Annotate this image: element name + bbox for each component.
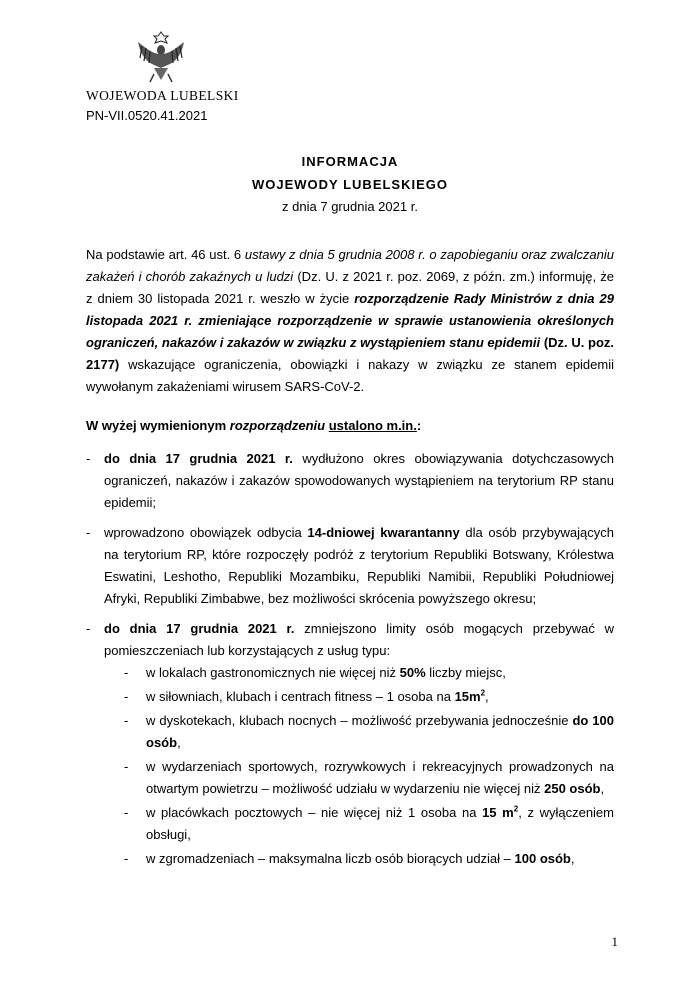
- text-run: w zgromadzeniach – maksymalna liczb osób biorących udział –: [146, 851, 515, 866]
- text-run: ustalono m.in.: [328, 418, 417, 433]
- document-date: z dnia 7 grudnia 2021 r.: [282, 199, 418, 214]
- dash-bullet-icon: -: [124, 665, 129, 680]
- body-paragraph: [86, 244, 614, 398]
- text-run: ,: [485, 689, 489, 704]
- text-run: 2: [513, 804, 519, 814]
- text-run: 100 osób: [514, 851, 571, 866]
- sub-list-item-text: [146, 848, 614, 870]
- sub-list-item-text: [146, 710, 614, 754]
- text-run: 250 osób: [544, 781, 601, 796]
- dash-bullet-icon: -: [124, 851, 129, 866]
- dash-bullet-icon: -: [86, 451, 91, 466]
- text-run: (Dz. U. poz. 2177): [86, 335, 614, 372]
- dash-bullet-icon: -: [86, 621, 91, 636]
- dash-bullet-icon: -: [124, 759, 129, 774]
- text-run: wskazujące ograniczenia, obowiązki i nakazy w związku ze stanem epidemii wywołanym zakażeniami wirusem SARS-CoV-2.: [86, 357, 614, 394]
- text-run: w wydarzeniach sportowych, rozrywkowych i rekreacyjnych prowadzonych na otwartym powietrzu – możliwość udziału w wydarzeniu nie więcej niż: [146, 759, 614, 796]
- office-name: WOJEWODA LUBELSKI: [86, 88, 239, 103]
- text-run: w placówkach pocztowych – nie więcej niż 1 osoba na: [146, 805, 483, 820]
- text-run: ustawy z dnia 5 grudnia 2008 r. o zapobieganiu oraz zwalczaniu zakażeń i chorób zakaźnych u ludzi: [86, 247, 614, 284]
- sub-list-item-text: [146, 662, 614, 684]
- text-run: ,: [600, 781, 605, 796]
- text-run: 14-dniowej kwarantanny: [307, 525, 460, 540]
- text-run: ,: [177, 735, 181, 750]
- text-run: liczby miejsc,: [425, 665, 506, 680]
- dash-bullet-icon: -: [124, 805, 129, 820]
- text-run: do dnia 17 grudnia 2021 r.: [104, 621, 295, 636]
- dash-bullet-icon: -: [124, 689, 129, 704]
- text-run: do dnia 17 grudnia 2021 r.: [104, 451, 293, 466]
- polish-eagle-emblem-icon: [130, 28, 192, 86]
- sub-list-item-text: [146, 686, 614, 708]
- text-run: 15 m: [482, 805, 514, 820]
- text-run: 15m: [454, 689, 481, 704]
- text-run: do 100 osób: [146, 713, 614, 750]
- text-run: zmniejszono limity osób mogących przebywać w pomieszczeniach lub korzystających z usług typu:: [104, 621, 614, 658]
- text-run: W wyżej wymienionym: [86, 418, 230, 433]
- text-run: (Dz. U. z 2021 r. poz. 2069, z późn. zm.) informuję, że z dniem 30 listopada 2021 r. weszło w życie: [86, 269, 614, 306]
- text-run: wydłużono okres obowiązywania dotychczasowych ograniczeń, nakazów i zakazów spowodowanych wystąpieniem na terytorium RP stanu epidemii;: [104, 451, 614, 510]
- text-run: rozporządzenie Rady Ministrów z dnia 29 listopada 2021 r. zmieniające rozporządzenie w sprawie ustanowienia określonych ograniczeń, nakazów i zakazów w związku z wystąpieniem stanu epidemii: [86, 291, 614, 350]
- list-item-text: [104, 522, 614, 610]
- text-run: w lokalach gastronomicznych nie więcej niż: [146, 665, 400, 680]
- page-number: 1: [611, 934, 618, 949]
- sub-list-item-text: [146, 802, 614, 846]
- reference-number: PN-VII.0520.41.2021: [86, 108, 208, 123]
- text-run: Na podstawie art. 46 ust. 6: [86, 247, 245, 262]
- text-run: w dyskotekach, klubach nocnych – możliwość przebywania jednocześnie: [146, 713, 573, 728]
- text-run: w siłowniach, klubach i centrach fitness – 1 osoba na: [146, 689, 455, 704]
- text-run: rozporządzeniu: [229, 418, 326, 433]
- text-run: :: [416, 418, 422, 433]
- text-run: , z wyłączeniem obsługi,: [146, 805, 614, 842]
- text-run: 50%: [399, 665, 426, 680]
- text-run: 2: [480, 688, 486, 698]
- sub-list-item-text: [146, 756, 614, 800]
- text-run: wprowadzono obowiązek odbycia: [104, 525, 308, 540]
- letterhead: [86, 28, 239, 104]
- list-item-text: [104, 448, 614, 514]
- document-subtitle: WOJEWODY LUBELSKIEGO: [252, 177, 448, 192]
- dash-bullet-icon: -: [124, 713, 129, 728]
- dash-bullet-icon: -: [86, 525, 91, 540]
- list-intro: [86, 418, 421, 433]
- list-item-text: [104, 618, 614, 662]
- document-title: INFORMACJA: [301, 154, 399, 169]
- text-run: dla osób przybywających na terytorium RP, które rozpoczęły podróż z terytorium Republiki Botswany, Królestwa Eswatini, Leshotho, Republiki Mozambiku, Republiki Namibii, Republiki Południowej Afryki, Republiki Zimbabwe, bez możliwości skrócenia powyższego okresu;: [104, 525, 614, 606]
- text-run: ,: [570, 851, 575, 866]
